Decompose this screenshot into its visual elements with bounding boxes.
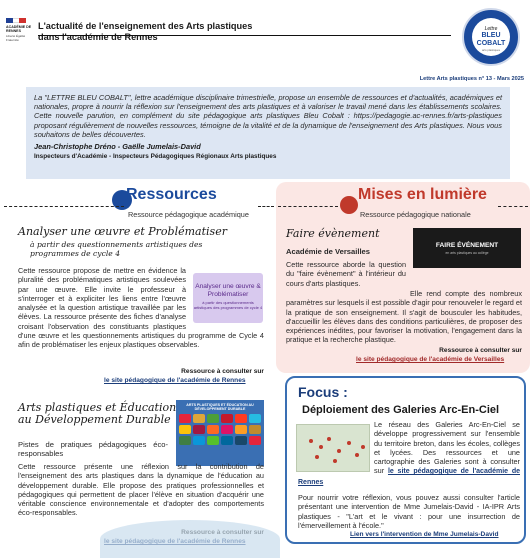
mises-dot-icon (340, 196, 358, 214)
intro-role: Inspecteurs d'Académie - Inspecteurs Pédagogiques Régionaux Arts plastiques (34, 153, 277, 161)
card-faire-evenement-body-top: Cette ressource aborde la question du "faire évènement" à l'intérieur du cours d'arts plastiques. (286, 260, 406, 288)
card-faire-evenement-org: Académie de Versailles (286, 247, 371, 256)
focus-intervention-link[interactable]: Lien vers l'intervention de Mme Jumelais-David (350, 531, 499, 538)
issue-number: Lettre Arts plastiques n° 13 - Mars 2025 (419, 76, 524, 82)
focus-body-1-link[interactable]: le site pédagogique de l'académie de Rennes (298, 468, 520, 486)
badge-main-text: BLEU COBALT (476, 32, 506, 47)
card-faire-evenement-link-label: Ressource à consulter sur (439, 347, 522, 354)
ressources-title: Ressources (126, 186, 217, 203)
badge-top-text: Lettre (484, 26, 498, 32)
academy-motto: Liberté Égalité Fraternité (6, 34, 26, 42)
analyser-thumbnail-title: Analyser une œuvre & Problématiser (195, 283, 261, 298)
focus-body-2: Pour nourrir votre réflexion, vous pouvez aussi consulter l'article présentant une intervention de Mme Jumelais-David - IA-IPR Arts plastiques - "L'art et le vivant : pour une insurrection de l'émerveillement à l'école." (298, 493, 520, 530)
decorative-wave (100, 520, 280, 558)
card-edd-title: Arts plastiques et Éducation au Développement Durable (18, 401, 177, 426)
intro-box (26, 87, 510, 179)
ressources-dashed-rule (4, 206, 124, 207)
faire-evenement-thumbnail-title: FAIRE ÉVÉNEMENT (435, 242, 499, 249)
focus-title-text: Focus : (298, 384, 348, 400)
map-wrap-spacer (298, 420, 374, 472)
newsletter-header (0, 0, 532, 90)
faire-evenement-thumbnail[interactable] (413, 228, 521, 268)
sdg-grid (179, 414, 261, 445)
header-divider (38, 35, 451, 36)
mises-title: Mises en lumière (358, 186, 487, 203)
thumb-wrap-spacer (186, 266, 264, 328)
card-analyser-subtitle: à partir des questionnements artistiques des programmes de cycle 4 (30, 240, 203, 258)
mises-dashed-rule (278, 206, 338, 207)
edd-thumbnail[interactable] (176, 400, 264, 466)
title-line-1: L'actualité de l'enseignement des Arts plastiques (38, 21, 253, 31)
badge-small-text: arts plastiques (481, 48, 501, 52)
card-edd-subtitle: Pistes de pratiques pédagogiques éco-responsables (18, 440, 168, 459)
focus-body-1 (298, 420, 520, 486)
edd-thumbnail-title: ARTS PLASTIQUES ET ÉDUCATION AU DÉVELOPPEMENT DURABLE (186, 403, 254, 411)
intro-signature: Jean-Christophe Dréno - Gaëlle Jumelais-David (34, 142, 201, 152)
card-faire-evenement-body: Elle rend compte des nombreux paramètres sur lesquels il est possible d'agir pour renouveler le regard et la pratique de son enseignement. Il s'agit de bousculer les habitudes, d'accueillir les élèves dans des conditions particulières, de proposer des expériences inédites, pour favoriser la motivation, l'engagement dans la pratique et la recherche plastique. (286, 289, 522, 345)
mises-dashed-rule-right (498, 206, 528, 207)
ressources-dashed-rule-right (258, 206, 274, 207)
faire-evenement-thumbnail-caption: en arts plastiques au collège (445, 251, 489, 255)
card-faire-evenement-title: Faire évènement (286, 227, 380, 240)
card-analyser-title: Analyser une œuvre et Problématiser (18, 225, 227, 238)
bleu-cobalt-badge (462, 8, 520, 66)
card-analyser-body-text: Cette ressource propose de mettre en évidence la pluralité des problématiques artistiques soulevées par une œuvre. Elle invite le professeur à s'interroger et à expliciter les liens entre l'œuvre analysée et la question artistique travaillée par les élèves. La ressource présente des fiches d'analyse croisant l'observation des constituants plastiques d'une œuvre et les questionnements artistiques du programme de Cycle 4 afin de problématiser les enjeux plastiques observables. (18, 266, 264, 350)
focus-body-1-text: Le réseau des Galeries Arc-En-Ciel se développe progressivement sur l'ensemble du territoire breton, dans les écoles, collèges et lycées. Des ressources et une cartographie des Galeries sont à consulter sur (374, 420, 520, 476)
badge-center (472, 18, 510, 56)
card-analyser-body (18, 266, 264, 378)
ressources-subtitle: Ressource pédagogique académique (128, 210, 249, 219)
mises-subtitle: Ressource pédagogique nationale (360, 210, 471, 219)
card-analyser-link-label: Ressource à consulter sur (181, 368, 264, 375)
intro-text: La "LETTRE BLEU COBALT", lettre académique disciplinaire trimestrielle, propose un ensemble de ressources et d'actualités, académiques et nationales, propre à nourrir la réflexion sur l'enseignement des arts plastiques et à valoriser le travail mené dans les établissements scolaires. Cette nouvelle parution, en complément du site pédagogique arts plastiques Bleu Cobalt : https://pedagogie.ac-rennes.fr/arts-plastiques proposant régulièrement de nouvelles ressources, témoigne de la vitalité et de la dynamique de l'enseignement des Arts plastiques. Nous vous souhaitons de belles découvertes. (34, 93, 502, 139)
card-faire-evenement-link[interactable]: le site pédagogique de l'académie de Versailles (356, 356, 505, 363)
analyser-thumbnail-caption: à partir des questionnements artistiques des programmes de cycle 4 (193, 300, 263, 311)
republic-flag-icon (6, 18, 26, 23)
academy-name: ACADÉMIE DE RENNES (6, 25, 32, 33)
academy-logo (6, 18, 34, 42)
card-edd-body: Cette ressource présente une réflexion sur la contribution de l'enseignement des arts plastiques dans la dynamique de l'éducation au développement durable. Elle propose des pratiques professionnelles et pédagogiques qui permettent de placer l'élève en situation d'acquérir une véritable conscience environnementale et d'adopter des comportements éco-responsables. (18, 462, 264, 518)
focus-subtitle: Déploiement des Galeries Arc-En-Ciel (302, 404, 500, 416)
title-line-2: dans l'académie de Rennes (38, 32, 158, 42)
focus-title (298, 384, 348, 400)
card-analyser-link[interactable]: le site pédagogique de l'académie de Rennes (104, 377, 246, 384)
newsletter-title (38, 21, 252, 43)
